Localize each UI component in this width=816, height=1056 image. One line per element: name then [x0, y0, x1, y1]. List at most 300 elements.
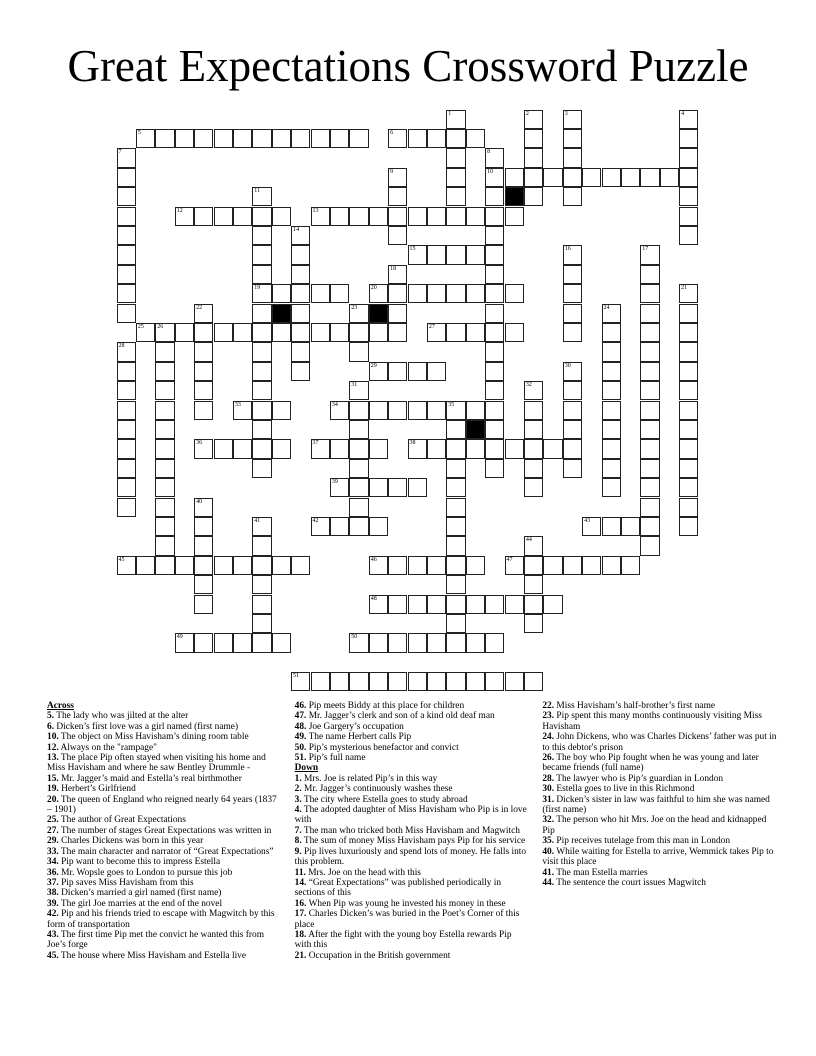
- grid-cell[interactable]: [679, 284, 698, 303]
- grid-cell[interactable]: [563, 187, 582, 206]
- grid-cell[interactable]: [155, 498, 174, 517]
- grid-cell[interactable]: [272, 323, 291, 342]
- grid-cell[interactable]: [485, 342, 504, 361]
- grid-cell[interactable]: [155, 129, 174, 148]
- grid-cell[interactable]: [117, 498, 136, 517]
- grid-cell[interactable]: [446, 439, 465, 458]
- grid-cell[interactable]: [194, 595, 213, 614]
- grid-cell[interactable]: [485, 672, 504, 691]
- grid-cell[interactable]: [369, 362, 388, 381]
- grid-cell[interactable]: [252, 517, 271, 536]
- grid-cell[interactable]: [427, 556, 446, 575]
- grid-cell[interactable]: [349, 439, 368, 458]
- grid-cell[interactable]: [252, 265, 271, 284]
- grid-cell[interactable]: [388, 168, 407, 187]
- grid-cell[interactable]: [369, 207, 388, 226]
- grid-cell[interactable]: [543, 556, 562, 575]
- grid-cell[interactable]: [349, 401, 368, 420]
- grid-cell[interactable]: [602, 459, 621, 478]
- grid-cell[interactable]: [194, 536, 213, 555]
- grid-cell[interactable]: [485, 439, 504, 458]
- grid-cell[interactable]: [252, 595, 271, 614]
- grid-cell[interactable]: [466, 401, 485, 420]
- grid-cell[interactable]: [311, 517, 330, 536]
- grid-cell[interactable]: [388, 187, 407, 206]
- grid-cell[interactable]: [466, 207, 485, 226]
- grid-cell[interactable]: [136, 129, 155, 148]
- grid-cell[interactable]: [117, 420, 136, 439]
- grid-cell[interactable]: [640, 439, 659, 458]
- grid-cell[interactable]: [640, 265, 659, 284]
- grid-cell[interactable]: [505, 672, 524, 691]
- grid-cell[interactable]: [640, 478, 659, 497]
- grid-cell[interactable]: [155, 342, 174, 361]
- grid-cell[interactable]: [524, 439, 543, 458]
- grid-cell[interactable]: [505, 207, 524, 226]
- grid-cell[interactable]: [505, 439, 524, 458]
- grid-cell[interactable]: [466, 439, 485, 458]
- grid-cell[interactable]: [369, 439, 388, 458]
- grid-cell[interactable]: [446, 245, 465, 264]
- grid-cell[interactable]: [194, 207, 213, 226]
- grid-cell[interactable]: [408, 245, 427, 264]
- grid-cell[interactable]: [117, 207, 136, 226]
- grid-cell[interactable]: [175, 129, 194, 148]
- grid-cell[interactable]: [485, 595, 504, 614]
- grid-cell[interactable]: [175, 207, 194, 226]
- grid-cell[interactable]: [388, 207, 407, 226]
- grid-cell[interactable]: [291, 226, 310, 245]
- grid-cell[interactable]: [214, 323, 233, 342]
- grid-cell[interactable]: [679, 207, 698, 226]
- grid-cell[interactable]: [679, 323, 698, 342]
- grid-cell[interactable]: [252, 342, 271, 361]
- grid-cell[interactable]: [252, 381, 271, 400]
- grid-cell[interactable]: [640, 381, 659, 400]
- grid-cell[interactable]: [155, 381, 174, 400]
- grid-cell[interactable]: [543, 595, 562, 614]
- grid-cell[interactable]: [175, 556, 194, 575]
- grid-cell[interactable]: [408, 595, 427, 614]
- grid-cell[interactable]: [524, 148, 543, 167]
- grid-cell[interactable]: [446, 556, 465, 575]
- grid-cell[interactable]: [524, 575, 543, 594]
- grid-cell[interactable]: [563, 265, 582, 284]
- grid-cell[interactable]: [679, 304, 698, 323]
- grid-cell[interactable]: [330, 323, 349, 342]
- grid-cell[interactable]: [446, 110, 465, 129]
- grid-cell[interactable]: [408, 362, 427, 381]
- grid-cell[interactable]: [408, 207, 427, 226]
- grid-cell[interactable]: [485, 401, 504, 420]
- grid-cell[interactable]: [194, 633, 213, 652]
- grid-cell[interactable]: [485, 226, 504, 245]
- grid-cell[interactable]: [679, 148, 698, 167]
- grid-cell[interactable]: [582, 517, 601, 536]
- grid-cell[interactable]: [408, 633, 427, 652]
- grid-cell[interactable]: [660, 168, 679, 187]
- grid-cell[interactable]: [155, 517, 174, 536]
- grid-cell[interactable]: [563, 381, 582, 400]
- grid-cell[interactable]: [679, 110, 698, 129]
- grid-cell[interactable]: [466, 245, 485, 264]
- grid-cell[interactable]: [427, 323, 446, 342]
- grid-cell[interactable]: [349, 420, 368, 439]
- grid-cell[interactable]: [485, 420, 504, 439]
- grid-cell[interactable]: [252, 420, 271, 439]
- grid-cell[interactable]: [136, 323, 155, 342]
- grid-cell[interactable]: [349, 381, 368, 400]
- grid-cell[interactable]: [117, 226, 136, 245]
- grid-cell[interactable]: [408, 439, 427, 458]
- grid-cell[interactable]: [311, 129, 330, 148]
- grid-cell[interactable]: [117, 342, 136, 361]
- grid-cell[interactable]: [446, 420, 465, 439]
- grid-cell[interactable]: [194, 517, 213, 536]
- grid-cell[interactable]: [194, 304, 213, 323]
- grid-cell[interactable]: [388, 304, 407, 323]
- grid-cell[interactable]: [388, 265, 407, 284]
- grid-cell[interactable]: [330, 284, 349, 303]
- grid-cell[interactable]: [563, 439, 582, 458]
- grid-cell[interactable]: [679, 342, 698, 361]
- grid-cell[interactable]: [155, 439, 174, 458]
- grid-cell[interactable]: [233, 323, 252, 342]
- grid-cell[interactable]: [602, 439, 621, 458]
- grid-cell[interactable]: [252, 459, 271, 478]
- grid-cell[interactable]: [252, 245, 271, 264]
- grid-cell[interactable]: [602, 342, 621, 361]
- grid-cell[interactable]: [272, 439, 291, 458]
- grid-cell[interactable]: [388, 633, 407, 652]
- grid-cell[interactable]: [388, 323, 407, 342]
- grid-cell[interactable]: [233, 633, 252, 652]
- grid-cell[interactable]: [408, 478, 427, 497]
- grid-cell[interactable]: [369, 556, 388, 575]
- grid-cell[interactable]: [194, 401, 213, 420]
- grid-cell[interactable]: [640, 459, 659, 478]
- grid-cell[interactable]: [563, 401, 582, 420]
- grid-cell[interactable]: [408, 401, 427, 420]
- grid-cell[interactable]: [679, 362, 698, 381]
- grid-cell[interactable]: [563, 362, 582, 381]
- grid-cell[interactable]: [349, 517, 368, 536]
- grid-cell[interactable]: [233, 129, 252, 148]
- grid-cell[interactable]: [117, 245, 136, 264]
- grid-cell[interactable]: [446, 517, 465, 536]
- grid-cell[interactable]: [621, 556, 640, 575]
- grid-cell[interactable]: [252, 401, 271, 420]
- grid-cell[interactable]: [117, 459, 136, 478]
- grid-cell[interactable]: [117, 148, 136, 167]
- grid-cell[interactable]: [563, 459, 582, 478]
- grid-cell[interactable]: [291, 362, 310, 381]
- grid-cell[interactable]: [155, 478, 174, 497]
- grid-cell[interactable]: [524, 595, 543, 614]
- grid-cell[interactable]: [485, 304, 504, 323]
- grid-cell[interactable]: [117, 265, 136, 284]
- grid-cell[interactable]: [194, 498, 213, 517]
- grid-cell[interactable]: [117, 304, 136, 323]
- grid-cell[interactable]: [194, 342, 213, 361]
- grid-cell[interactable]: [155, 362, 174, 381]
- grid-cell[interactable]: [640, 536, 659, 555]
- grid-cell[interactable]: [466, 633, 485, 652]
- grid-cell[interactable]: [388, 478, 407, 497]
- grid-cell[interactable]: [175, 323, 194, 342]
- grid-cell[interactable]: [427, 284, 446, 303]
- grid-cell[interactable]: [679, 168, 698, 187]
- grid-cell[interactable]: [388, 401, 407, 420]
- grid-cell[interactable]: [485, 381, 504, 400]
- grid-cell[interactable]: [485, 245, 504, 264]
- grid-cell[interactable]: [252, 362, 271, 381]
- grid-cell[interactable]: [640, 362, 659, 381]
- grid-cell[interactable]: [369, 517, 388, 536]
- grid-cell[interactable]: [427, 245, 446, 264]
- grid-cell[interactable]: [272, 401, 291, 420]
- grid-cell[interactable]: [505, 595, 524, 614]
- grid-cell[interactable]: [155, 536, 174, 555]
- grid-cell[interactable]: [640, 498, 659, 517]
- grid-cell[interactable]: [485, 187, 504, 206]
- grid-cell[interactable]: [330, 672, 349, 691]
- grid-cell[interactable]: [252, 323, 271, 342]
- grid-cell[interactable]: [291, 265, 310, 284]
- grid-cell[interactable]: [563, 284, 582, 303]
- grid-cell[interactable]: [117, 556, 136, 575]
- grid-cell[interactable]: [291, 672, 310, 691]
- grid-cell[interactable]: [679, 381, 698, 400]
- grid-cell[interactable]: [524, 129, 543, 148]
- grid-cell[interactable]: [524, 110, 543, 129]
- grid-cell[interactable]: [349, 207, 368, 226]
- grid-cell[interactable]: [194, 362, 213, 381]
- grid-cell[interactable]: [563, 556, 582, 575]
- grid-cell[interactable]: [640, 342, 659, 361]
- grid-cell[interactable]: [602, 168, 621, 187]
- grid-cell[interactable]: [485, 459, 504, 478]
- grid-cell[interactable]: [524, 478, 543, 497]
- grid-cell[interactable]: [252, 129, 271, 148]
- grid-cell[interactable]: [505, 323, 524, 342]
- grid-cell[interactable]: [330, 478, 349, 497]
- grid-cell[interactable]: [214, 633, 233, 652]
- grid-cell[interactable]: [291, 304, 310, 323]
- grid-cell[interactable]: [679, 517, 698, 536]
- grid-cell[interactable]: [408, 672, 427, 691]
- grid-cell[interactable]: [136, 556, 155, 575]
- grid-cell[interactable]: [446, 614, 465, 633]
- grid-cell[interactable]: [640, 168, 659, 187]
- grid-cell[interactable]: [446, 672, 465, 691]
- grid-cell[interactable]: [524, 672, 543, 691]
- grid-cell[interactable]: [252, 614, 271, 633]
- grid-cell[interactable]: [214, 207, 233, 226]
- grid-cell[interactable]: [543, 439, 562, 458]
- grid-cell[interactable]: [485, 284, 504, 303]
- grid-cell[interactable]: [679, 478, 698, 497]
- grid-cell[interactable]: [427, 633, 446, 652]
- grid-cell[interactable]: [602, 420, 621, 439]
- grid-cell[interactable]: [446, 575, 465, 594]
- grid-cell[interactable]: [446, 187, 465, 206]
- grid-cell[interactable]: [117, 478, 136, 497]
- grid-cell[interactable]: [563, 168, 582, 187]
- grid-cell[interactable]: [563, 304, 582, 323]
- grid-cell[interactable]: [349, 478, 368, 497]
- grid-cell[interactable]: [194, 381, 213, 400]
- grid-cell[interactable]: [388, 284, 407, 303]
- grid-cell[interactable]: [446, 595, 465, 614]
- grid-cell[interactable]: [291, 556, 310, 575]
- grid-cell[interactable]: [427, 672, 446, 691]
- grid-cell[interactable]: [427, 129, 446, 148]
- grid-cell[interactable]: [388, 672, 407, 691]
- grid-cell[interactable]: [408, 284, 427, 303]
- grid-cell[interactable]: [602, 362, 621, 381]
- grid-cell[interactable]: [563, 323, 582, 342]
- grid-cell[interactable]: [117, 168, 136, 187]
- grid-cell[interactable]: [524, 556, 543, 575]
- grid-cell[interactable]: [311, 207, 330, 226]
- grid-cell[interactable]: [563, 245, 582, 264]
- grid-cell[interactable]: [388, 595, 407, 614]
- grid-cell[interactable]: [155, 459, 174, 478]
- grid-cell[interactable]: [602, 381, 621, 400]
- grid-cell[interactable]: [621, 168, 640, 187]
- grid-cell[interactable]: [214, 129, 233, 148]
- grid-cell[interactable]: [117, 381, 136, 400]
- grid-cell[interactable]: [388, 362, 407, 381]
- grid-cell[interactable]: [446, 323, 465, 342]
- grid-cell[interactable]: [330, 129, 349, 148]
- grid-cell[interactable]: [330, 207, 349, 226]
- grid-cell[interactable]: [524, 187, 543, 206]
- grid-cell[interactable]: [679, 439, 698, 458]
- grid-cell[interactable]: [640, 245, 659, 264]
- grid-cell[interactable]: [194, 129, 213, 148]
- grid-cell[interactable]: [621, 517, 640, 536]
- grid-cell[interactable]: [291, 342, 310, 361]
- grid-cell[interactable]: [602, 556, 621, 575]
- grid-cell[interactable]: [640, 401, 659, 420]
- grid-cell[interactable]: [194, 556, 213, 575]
- grid-cell[interactable]: [291, 129, 310, 148]
- grid-cell[interactable]: [117, 187, 136, 206]
- grid-cell[interactable]: [602, 517, 621, 536]
- grid-cell[interactable]: [252, 439, 271, 458]
- grid-cell[interactable]: [330, 401, 349, 420]
- grid-cell[interactable]: [311, 672, 330, 691]
- grid-cell[interactable]: [252, 556, 271, 575]
- grid-cell[interactable]: [524, 168, 543, 187]
- grid-cell[interactable]: [640, 420, 659, 439]
- grid-cell[interactable]: [485, 633, 504, 652]
- grid-cell[interactable]: [524, 614, 543, 633]
- grid-cell[interactable]: [466, 129, 485, 148]
- grid-cell[interactable]: [252, 304, 271, 323]
- grid-cell[interactable]: [311, 323, 330, 342]
- grid-cell[interactable]: [155, 323, 174, 342]
- grid-cell[interactable]: [446, 459, 465, 478]
- grid-cell[interactable]: [233, 401, 252, 420]
- grid-cell[interactable]: [252, 575, 271, 594]
- grid-cell[interactable]: [582, 168, 601, 187]
- grid-cell[interactable]: [524, 381, 543, 400]
- grid-cell[interactable]: [427, 362, 446, 381]
- grid-cell[interactable]: [349, 304, 368, 323]
- grid-cell[interactable]: [272, 129, 291, 148]
- grid-cell[interactable]: [485, 207, 504, 226]
- grid-cell[interactable]: [446, 284, 465, 303]
- grid-cell[interactable]: [524, 536, 543, 555]
- grid-cell[interactable]: [408, 129, 427, 148]
- grid-cell[interactable]: [388, 226, 407, 245]
- grid-cell[interactable]: [485, 148, 504, 167]
- grid-cell[interactable]: [155, 420, 174, 439]
- grid-cell[interactable]: [233, 439, 252, 458]
- grid-cell[interactable]: [427, 595, 446, 614]
- grid-cell[interactable]: [679, 401, 698, 420]
- grid-cell[interactable]: [369, 323, 388, 342]
- grid-cell[interactable]: [388, 556, 407, 575]
- grid-cell[interactable]: [602, 304, 621, 323]
- grid-cell[interactable]: [252, 284, 271, 303]
- grid-cell[interactable]: [175, 633, 194, 652]
- grid-cell[interactable]: [252, 633, 271, 652]
- grid-cell[interactable]: [311, 439, 330, 458]
- grid-cell[interactable]: [563, 110, 582, 129]
- grid-cell[interactable]: [369, 595, 388, 614]
- grid-cell[interactable]: [640, 304, 659, 323]
- grid-cell[interactable]: [214, 439, 233, 458]
- grid-cell[interactable]: [349, 672, 368, 691]
- grid-cell[interactable]: [485, 323, 504, 342]
- grid-cell[interactable]: [369, 284, 388, 303]
- grid-cell[interactable]: [446, 207, 465, 226]
- grid-cell[interactable]: [117, 284, 136, 303]
- grid-cell[interactable]: [311, 284, 330, 303]
- grid-cell[interactable]: [272, 284, 291, 303]
- grid-cell[interactable]: [446, 168, 465, 187]
- grid-cell[interactable]: [505, 168, 524, 187]
- grid-cell[interactable]: [272, 207, 291, 226]
- grid-cell[interactable]: [349, 633, 368, 652]
- grid-cell[interactable]: [466, 284, 485, 303]
- grid-cell[interactable]: [252, 536, 271, 555]
- grid-cell[interactable]: [349, 129, 368, 148]
- grid-cell[interactable]: [563, 129, 582, 148]
- grid-cell[interactable]: [330, 517, 349, 536]
- grid-cell[interactable]: [602, 478, 621, 497]
- grid-cell[interactable]: [369, 478, 388, 497]
- grid-cell[interactable]: [446, 148, 465, 167]
- grid-cell[interactable]: [291, 323, 310, 342]
- grid-cell[interactable]: [679, 498, 698, 517]
- grid-cell[interactable]: [369, 401, 388, 420]
- grid-cell[interactable]: [446, 401, 465, 420]
- grid-cell[interactable]: [291, 245, 310, 264]
- grid-cell[interactable]: [117, 362, 136, 381]
- grid-cell[interactable]: [485, 265, 504, 284]
- grid-cell[interactable]: [214, 556, 233, 575]
- grid-cell[interactable]: [369, 672, 388, 691]
- grid-cell[interactable]: [369, 633, 388, 652]
- grid-cell[interactable]: [505, 556, 524, 575]
- grid-cell[interactable]: [524, 401, 543, 420]
- grid-cell[interactable]: [155, 401, 174, 420]
